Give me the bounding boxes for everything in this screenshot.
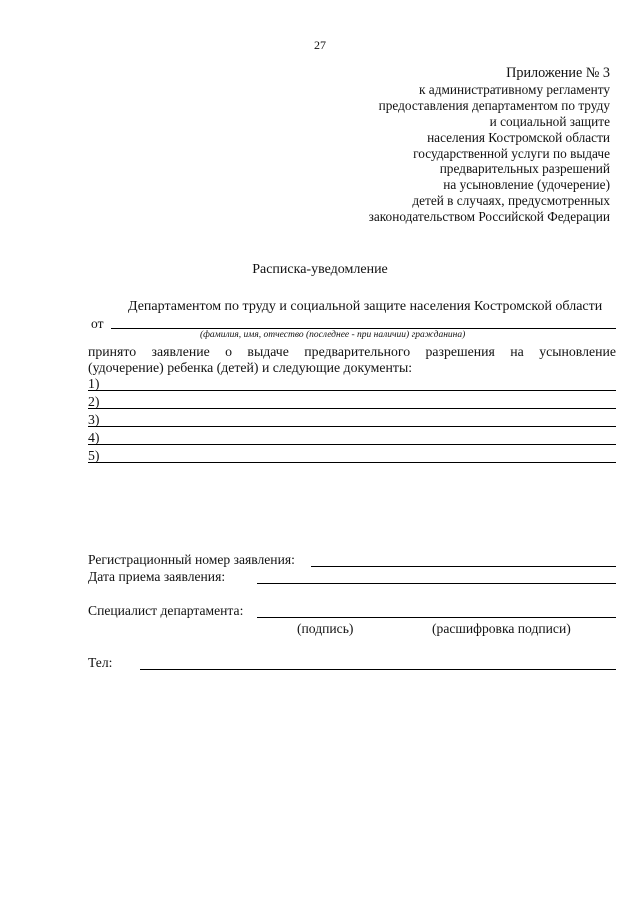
- specialist-field[interactable]: [257, 617, 616, 618]
- document-item-number: 2): [88, 394, 100, 409]
- page-number: 27: [314, 38, 326, 52]
- applicant-name-hint: (фамилия, имя, отчество (последнее - при наличии) гражданина): [200, 330, 466, 340]
- signature-decode-caption: (расшифровка подписи): [432, 621, 571, 636]
- document-item-number: 5): [88, 448, 100, 463]
- signature-caption: (подпись): [297, 621, 354, 636]
- document-title: Расписка-уведомление: [252, 262, 388, 277]
- header-line: государственной услуги по выдаче: [413, 145, 610, 161]
- from-label: от: [91, 316, 104, 331]
- header-line: населения Костромской области: [427, 129, 610, 145]
- document-item-field[interactable]: [88, 408, 616, 409]
- document-item-field[interactable]: [88, 462, 616, 463]
- header-line: предоставления департаментом по труду: [378, 97, 610, 113]
- accepted-statement-line-2: (удочерение) ребенка (детей) и следующие документы:: [88, 360, 413, 375]
- specialist-label: Специалист департамента:: [88, 603, 244, 618]
- document-item-number: 1): [88, 376, 100, 391]
- document-item-field[interactable]: [88, 426, 616, 427]
- document-item-number: 3): [88, 412, 100, 427]
- phone-field[interactable]: [140, 669, 616, 670]
- header-line: на усыновление (удочерение): [443, 177, 610, 193]
- header-line: Приложение № 3: [506, 65, 610, 81]
- document-item-number: 4): [88, 430, 100, 445]
- reg-number-field[interactable]: [311, 566, 616, 567]
- document-item-field[interactable]: [88, 390, 616, 391]
- appendix-header: [369, 66, 610, 225]
- applicant-name-field[interactable]: [111, 328, 616, 329]
- header-line: детей в случаях, предусмотренных: [412, 193, 610, 209]
- header-line: к административному регламенту: [419, 81, 610, 97]
- reg-number-label: Регистрационный номер заявления:: [88, 552, 295, 567]
- header-line: и социальной защите: [489, 113, 610, 129]
- receipt-date-field[interactable]: [257, 583, 616, 584]
- header-line: законодательством Российской Федерации: [368, 209, 610, 225]
- phone-label: Тел:: [88, 655, 113, 670]
- accepted-statement-line-1: принято заявление о выдаче предварительного разрешения на усыновление: [88, 344, 616, 359]
- receipt-date-label: Дата приема заявления:: [88, 569, 226, 584]
- document-item-field[interactable]: [88, 444, 616, 445]
- header-line: предварительных разрешений: [439, 161, 610, 177]
- department-line: Департаментом по труду и социальной защите населения Костромской области: [128, 299, 603, 314]
